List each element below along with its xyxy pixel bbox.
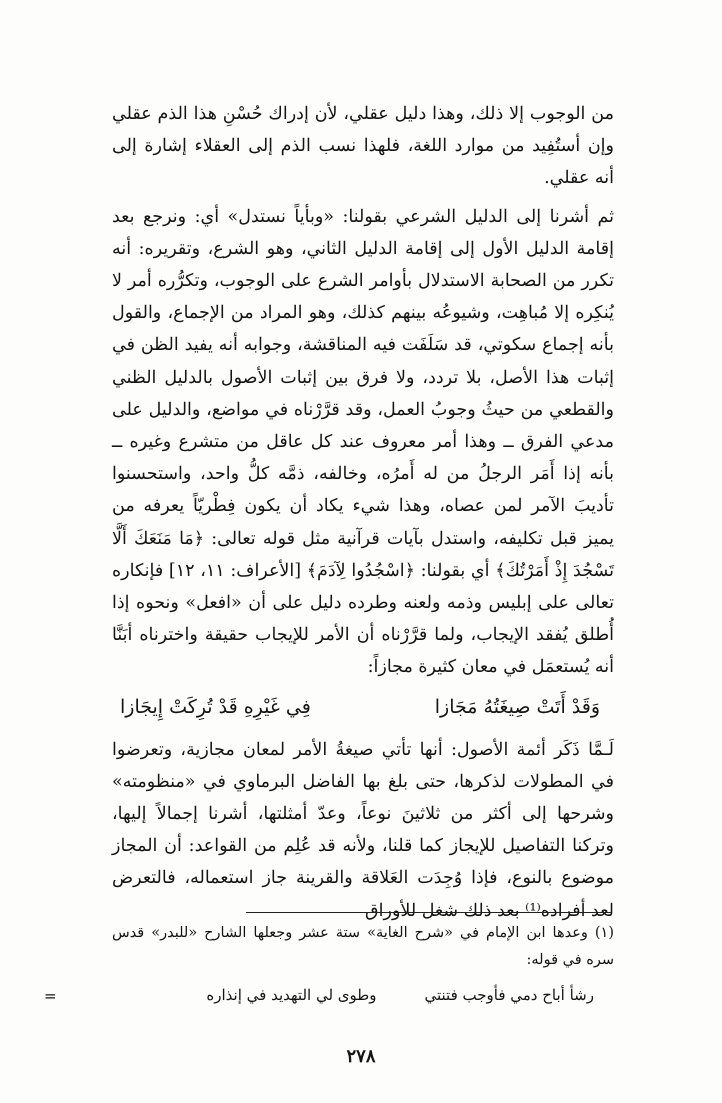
footnote-verse-second: وطوى لي التهديد في إنذاره: [206, 986, 377, 1004]
verse-first-hemistich: وَقَدْ أَتَتْ صِيغَتُهُ مَجَازا: [434, 695, 600, 718]
footnote: [112, 920, 614, 1009]
footnote-verse: [112, 982, 594, 1009]
paragraph-1: من الوجوب إلا ذلك، وهذا دليل عقلي، لأن إدراك حُسْنِ هذا الذم عقلي وإن أستُفِيد من موارد اللغة، فلهذا نسب الذم إلى العقلاء إشارة إلى أنه عقلي.: [112, 104, 614, 189]
footnote-text: (١) وعدها ابن الإمام في «شرح الغاية» ستة عشر وجعلها الشارح «للبدر» قدس سره في قوله:: [112, 925, 614, 968]
poem-verse: [120, 690, 600, 724]
continuation-mark: =: [44, 987, 57, 1005]
verse-second-hemistich: فِي غَيْرِهِ قَدْ تُرِكَتْ إِيجَازا: [120, 695, 311, 718]
main-text: [112, 98, 614, 933]
paragraph-3: لَـمَّا ذَكَر أئمة الأصول: أنها تأتي صيغةُ الأمر لمعان مجازية، وتعرضوا في المطولات لذكرها، حتى بلغ بها الفاضل البرماوي في «منظومته» وشرحها إلى أكثر من ثلاثينَ نوعاً، وعدّ أمثلتها، أشرنا إجمالاً إليها، وتركنا التفاصيل للإيجاز كما قلنا، ولأنه قد عُلِم من القواعد: أن المجاز موضوع بالنوع، فإذا وُجِدَت العَلاقة والقرينة جاز استعماله، فالتعرض لعد أفراده⁽¹⁾ بعد ذلك شغل للأوراق: [112, 739, 614, 921]
page-number: ٢٧٨: [346, 1046, 376, 1067]
paragraph-2: ثم أشرنا إلى الدليل الشرعي بقولنا: «وبأياً نستدل» أي: ونرجع بعد إقامة الدليل الأول إلى إقامة الدليل الثاني، وهو الشرع، وتقريره: أنه تكرر من الصحابة الاستدلال بأوامر الشرع على الوجوب، وتكرُّره أمر لا يُنكِره إلا مُباهِت، وشيوعُه بينهم كذلك، وهو المراد من الإجماع، والقول بأنه إجماع سكوتي، قد سَلَفَت فيه المناقشة، وجوابه أنه يفيد الظن في إثبات هذا الأصل، بلا تردد، ولا فرق بين إثبات الأصول بالدليل الظني والقطعي من حيثُ وجوبُ العمل، وقد قرَّرْناه في مواضع، والدليل على مدعي الفرق ــ وهذا أمر معروف عند كل عاقل من متشرع وغيره ــ بأنه إذا أَمَر الرجلُ من له أَمرُه، وخالفه، ذمَّه كلُّ واحد، واستحسنوا تأديبَ الآمر لمن عصاه، وهذا شيء يكاد أن يكون فِطْريّاً يعرفه من يميز قبل تكليفه، واستدل بآيات قرآنية مثل قوله تعالى: ﴿مَا مَنَعَكَ أَلَّا تَسْجُدَ إِذْ أَمَرْتُكَ﴾ أي بقولنا: ﴿اسْجُدُوا لِآدَمَ﴾ [الأعراف: ١١، ١٢] فإنكاره تعالى على إبليس وذمه ولعنه وطرده دليل على أن «افعل» ونحوه إذا أُطلق يُفقد الإيجاب، ولما قرَّرْناه أن الأمر للإيجاب حقيقة واخترناه أبَنَّا أنه يُستعمَل في معان كثيرة مجازاً:: [112, 206, 614, 678]
footnote-verse-first: رشأ أباح دمي فأوجب فتنتي: [424, 986, 594, 1004]
footnote-separator: [246, 912, 612, 913]
